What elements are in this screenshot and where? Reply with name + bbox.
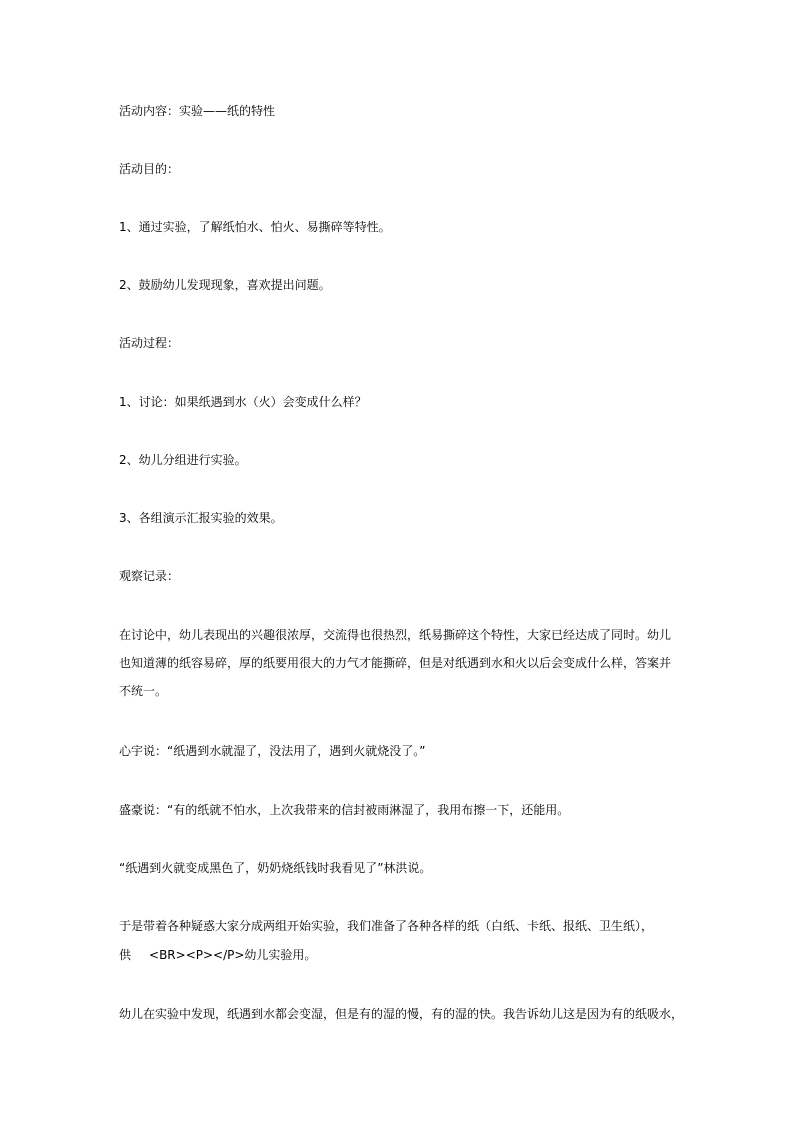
observation-heading: 观察记录： bbox=[119, 569, 180, 583]
goal-item-2: 2、鼓励幼儿发现现象，喜欢提出问题。 bbox=[119, 278, 331, 292]
finding-paragraph: 幼儿在实验中发现，纸遇到水都会变湿，但是有的湿的慢，有的湿的快。我告诉幼儿这是因为有的纸吸水， bbox=[119, 1007, 684, 1021]
quote-shenghao: 盛豪说：“有的纸就不怕水，上次我带来的信封被雨淋湿了，我用布擦一下，还能用。 bbox=[119, 803, 570, 817]
activity-process-heading: 活动过程： bbox=[119, 336, 180, 350]
activity-goals-heading: 活动目的： bbox=[119, 162, 180, 176]
process-step-1: 1、讨论：如果纸遇到水（火）会变成什么样？ bbox=[119, 395, 367, 409]
observation-paragraph: 在讨论中，幼儿表现出的兴趣很浓厚，交流得也很热烈，纸易撕碎这个特性，大家已经达成了同时。幼儿也知道薄的纸容易碎，厚的纸要用很大的力气才能撕碎，但是对纸遇到水和火以后会变成什么样，答案并不统一。 bbox=[119, 628, 672, 698]
experiment-supply-word: 供 bbox=[119, 948, 132, 962]
quote-xinyu: 心宇说：“纸遇到水就湿了，没法用了，遇到火就烧没了。” bbox=[119, 744, 426, 758]
activity-content-heading: 活动内容：实验——纸的特性 bbox=[119, 104, 276, 118]
process-step-3: 3、各组演示汇报实验的效果。 bbox=[119, 511, 283, 525]
experiment-supply-rest: <BR><P></P>幼儿实验用。 bbox=[149, 948, 317, 962]
quote-linhong: “纸遇到火就变成黑色了，奶奶烧纸钱时我看见了”林洪说。 bbox=[119, 861, 432, 875]
goal-item-1: 1、通过实验，了解纸怕水、怕火、易撕碎等特性。 bbox=[119, 220, 391, 234]
process-step-2: 2、幼儿分组进行实验。 bbox=[119, 453, 247, 467]
experiment-paragraph-line-2 bbox=[119, 941, 681, 969]
experiment-paragraph-line-1: 于是带着各种疑惑大家分成两组开始实验，我们准备了各种各样的纸（白纸、卡纸、报纸、卫生纸）， bbox=[119, 919, 654, 933]
